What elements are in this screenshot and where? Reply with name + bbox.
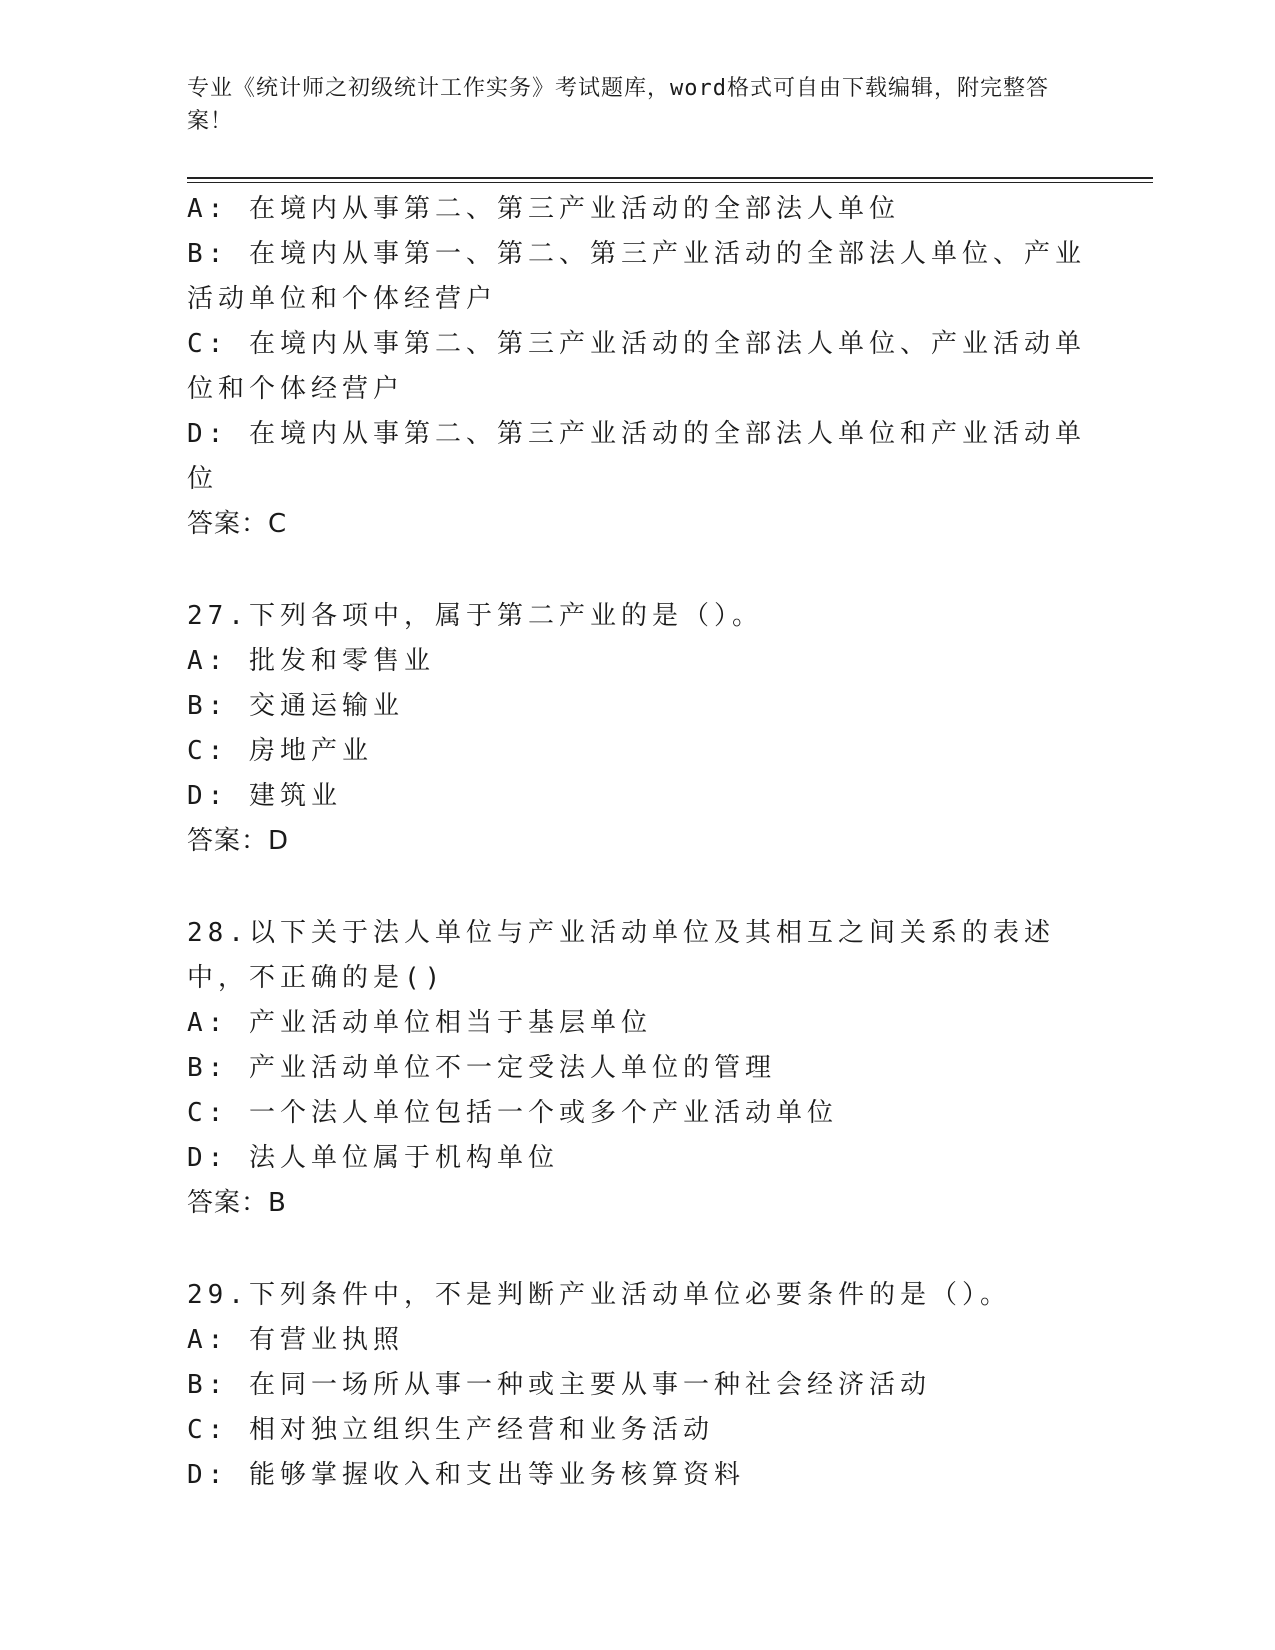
- option-c: C: 房地产业: [187, 736, 373, 766]
- option-d: D: 在境内从事第二、第三产业活动的全部法人单位和产业活动单位: [187, 419, 1086, 494]
- question-stem: 27.下列各项中，属于第二产业的是（）。: [187, 601, 763, 631]
- question-28: [187, 911, 1087, 1226]
- option-a: A: 在境内从事第二、第三产业活动的全部法人单位: [187, 194, 900, 224]
- document-header: 专业《统计师之初级统计工作实务》考试题库，word格式可自由下载编辑，附完整答案！: [187, 76, 1049, 134]
- option-c: C: 在境内从事第二、第三产业活动的全部法人单位、产业活动单位和个体经营户: [187, 329, 1086, 404]
- question-continued: [187, 187, 1087, 547]
- option-d: D: 建筑业: [187, 781, 342, 811]
- answer: 答案：B: [187, 1188, 287, 1218]
- option-b: B: 交通运输业: [187, 691, 404, 721]
- option-c: C: 一个法人单位包括一个或多个产业活动单位: [187, 1098, 838, 1128]
- option-b: B: 在同一场所从事一种或主要从事一种社会经济活动: [187, 1370, 931, 1400]
- question-29: [187, 1273, 1087, 1498]
- option-d: D: 法人单位属于机构单位: [187, 1143, 559, 1173]
- question-27: [187, 594, 1087, 864]
- option-a: A: 批发和零售业: [187, 646, 435, 676]
- option-b: B: 在境内从事第一、第二、第三产业活动的全部法人单位、产业活动单位和个体经营户: [187, 239, 1086, 314]
- question-list: [187, 187, 1087, 1498]
- answer: 答案：D: [187, 826, 290, 856]
- option-b: B: 产业活动单位不一定受法人单位的管理: [187, 1053, 776, 1083]
- option-a: A: 产业活动单位相当于基层单位: [187, 1008, 652, 1038]
- option-a: A: 有营业执照: [187, 1325, 404, 1355]
- question-stem: 28.以下关于法人单位与产业活动单位及其相互之间关系的表述中，不正确的是(): [187, 918, 1055, 993]
- header-rule-thick: [187, 177, 1153, 179]
- answer: 答案：C: [187, 509, 288, 539]
- question-stem: 29.下列条件中，不是判断产业活动单位必要条件的是（）。: [187, 1280, 1011, 1310]
- header-rule-thin: [187, 182, 1153, 183]
- document-page: [187, 0, 1153, 1650]
- option-d: D: 能够掌握收入和支出等业务核算资料: [187, 1460, 745, 1490]
- option-c: C: 相对独立组织生产经营和业务活动: [187, 1415, 714, 1445]
